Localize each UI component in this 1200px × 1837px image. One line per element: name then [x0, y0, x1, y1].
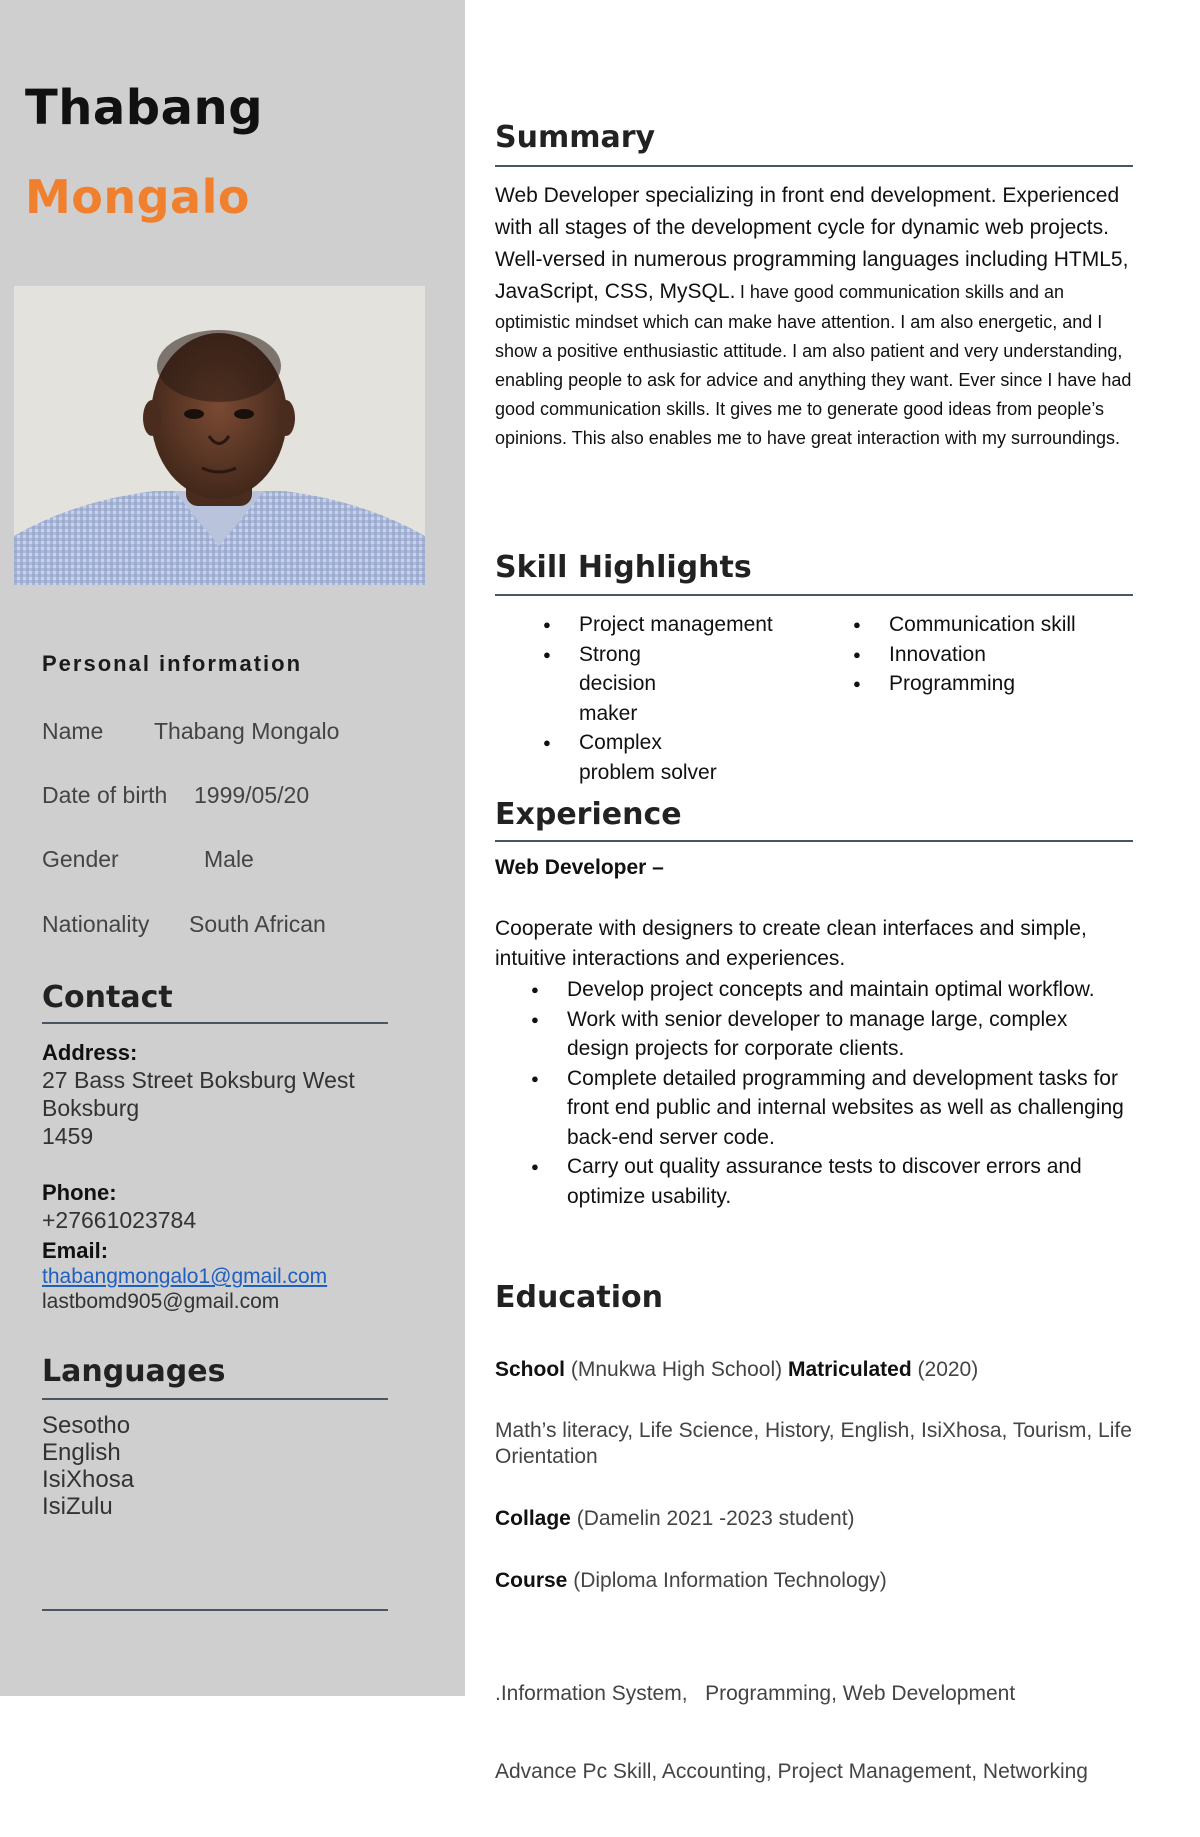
modules-line: .Information System, Programming, Web Development — [495, 1682, 1016, 1705]
experience-heading: Experience — [495, 797, 682, 832]
skill-item: ● Programming — [805, 669, 1140, 699]
languages-list — [42, 1412, 134, 1520]
address-block — [42, 1066, 355, 1150]
languages-divider — [42, 1398, 388, 1400]
duty-item: ● Work with senior developer to manage large, complex design projects for corporate clients. — [495, 1005, 1135, 1064]
summary-heading: Summary — [495, 120, 656, 155]
name-value: Thabang Mongalo — [154, 718, 340, 744]
first-name: Thabang — [25, 80, 264, 136]
personal-info-row-dob — [42, 782, 310, 809]
nationality-value: South African — [189, 911, 326, 937]
job-title: Web Developer – — [495, 856, 664, 879]
address-line: 1459 — [42, 1123, 94, 1149]
personal-info-row-nationality — [42, 911, 326, 938]
contact-divider — [42, 1022, 388, 1024]
dob-label: Date of birth — [42, 782, 168, 808]
language-item: English — [42, 1439, 121, 1466]
address-label: Address: — [42, 1040, 138, 1065]
personal-info-row-name — [42, 718, 340, 745]
summary-text — [495, 180, 1140, 453]
edu-course — [495, 1568, 1145, 1594]
gender-value: Male — [204, 846, 254, 872]
phone-label: Phone: — [42, 1180, 117, 1205]
course-label: Course — [495, 1569, 568, 1592]
edu-school — [495, 1357, 1145, 1383]
summary-text-more: I have good communication skills and an optimistic mindset which can make have attention. I am also energetic, and I show a positive enthusiastic attitude. I am also patient and very understanding, enabling people to ask for advice and anything they want. Ever since I have had good communication skills. It gives me to generate good ideas from people’s opinions. This also enables me to have great interaction with my surroundings. — [495, 282, 1132, 448]
address-line: 27 Bass Street Boksburg West — [42, 1067, 355, 1093]
skills-column-1 — [495, 610, 825, 787]
email-link-primary[interactable]: thabangmongalo1@gmail.com — [42, 1265, 328, 1288]
college-label: Collage — [495, 1507, 571, 1530]
personal-info-heading: Personal information — [42, 651, 303, 676]
duty-item: ● Complete detailed programming and development tasks for front end public and internal websites as well as challenging back-end server code. — [495, 1064, 1135, 1153]
job-duties — [495, 975, 1135, 1211]
skill-item: ● Innovation — [805, 640, 1140, 670]
duty-item: ● Develop project concepts and maintain optimal workflow. — [495, 975, 1135, 1005]
college-detail: (Damelin 2021 -2023 student) — [576, 1507, 855, 1530]
languages-heading: Languages — [42, 1354, 226, 1389]
experience-divider — [495, 840, 1133, 842]
nationality-label: Nationality — [42, 911, 150, 937]
skills-divider — [495, 594, 1133, 596]
skill-item: ● Communication skill — [805, 610, 1140, 640]
education-heading: Education — [495, 1280, 663, 1315]
dob-value: 1999/05/20 — [194, 782, 310, 808]
last-name: Mongalo — [25, 170, 250, 224]
skill-item: ● Complex problem solver — [495, 728, 825, 787]
personal-info-row-gender — [42, 846, 254, 873]
job-intro: Cooperate with designers to create clean interfaces and simple, intuitive interactions and experiences. — [495, 917, 1087, 970]
edu-college — [495, 1506, 1145, 1532]
skill-item: ● Project management — [495, 610, 825, 640]
email-label: Email: — [42, 1238, 109, 1263]
sidebar — [0, 0, 465, 1696]
edu-modules — [495, 1629, 1145, 1837]
summary-text-main: Web Developer specializing in front end development. Experienced with all stages of the development cycle for dynamic web projects. Well-versed in numerous programming languages including HTML5, JavaScript, CSS, MySQL. — [495, 184, 1129, 303]
address-line: Boksburg — [42, 1095, 140, 1121]
summary-divider — [495, 165, 1133, 167]
school-label: School — [495, 1358, 566, 1381]
skill-item: ● Strong decision maker — [495, 640, 825, 729]
language-item: IsiZulu — [42, 1493, 113, 1520]
sidebar-bottom-divider — [42, 1609, 388, 1611]
portrait-illustration — [14, 286, 425, 585]
language-item: Sesotho — [42, 1412, 131, 1439]
phone-value: +27661023784 — [42, 1207, 197, 1233]
matric-label: Matriculated — [787, 1358, 912, 1381]
edu-subjects: Math’s literacy, Life Science, History, English, IsiXhosa, Tourism, Life Orientation — [495, 1419, 1132, 1468]
modules-line: Advance Pc Skill, Accounting, Project Management, Networking — [495, 1760, 1088, 1783]
language-item: IsiXhosa — [42, 1466, 135, 1493]
course-detail: (Diploma Information Technology) — [573, 1569, 887, 1592]
school-name: (Mnukwa High School) — [570, 1358, 783, 1381]
contact-heading: Contact — [42, 980, 173, 1015]
duty-item: ● Carry out quality assurance tests to discover errors and optimize usability. — [495, 1152, 1135, 1211]
gender-label: Gender — [42, 846, 119, 872]
email-block — [42, 1264, 327, 1314]
skills-column-2 — [805, 610, 1140, 699]
email-secondary: lastbomd905@gmail.com — [42, 1290, 280, 1313]
matric-year: (2020) — [917, 1358, 979, 1381]
main-content — [465, 0, 1200, 1783]
profile-photo — [14, 286, 425, 585]
skills-heading: Skill Highlights — [495, 550, 752, 585]
name-label: Name — [42, 718, 104, 744]
